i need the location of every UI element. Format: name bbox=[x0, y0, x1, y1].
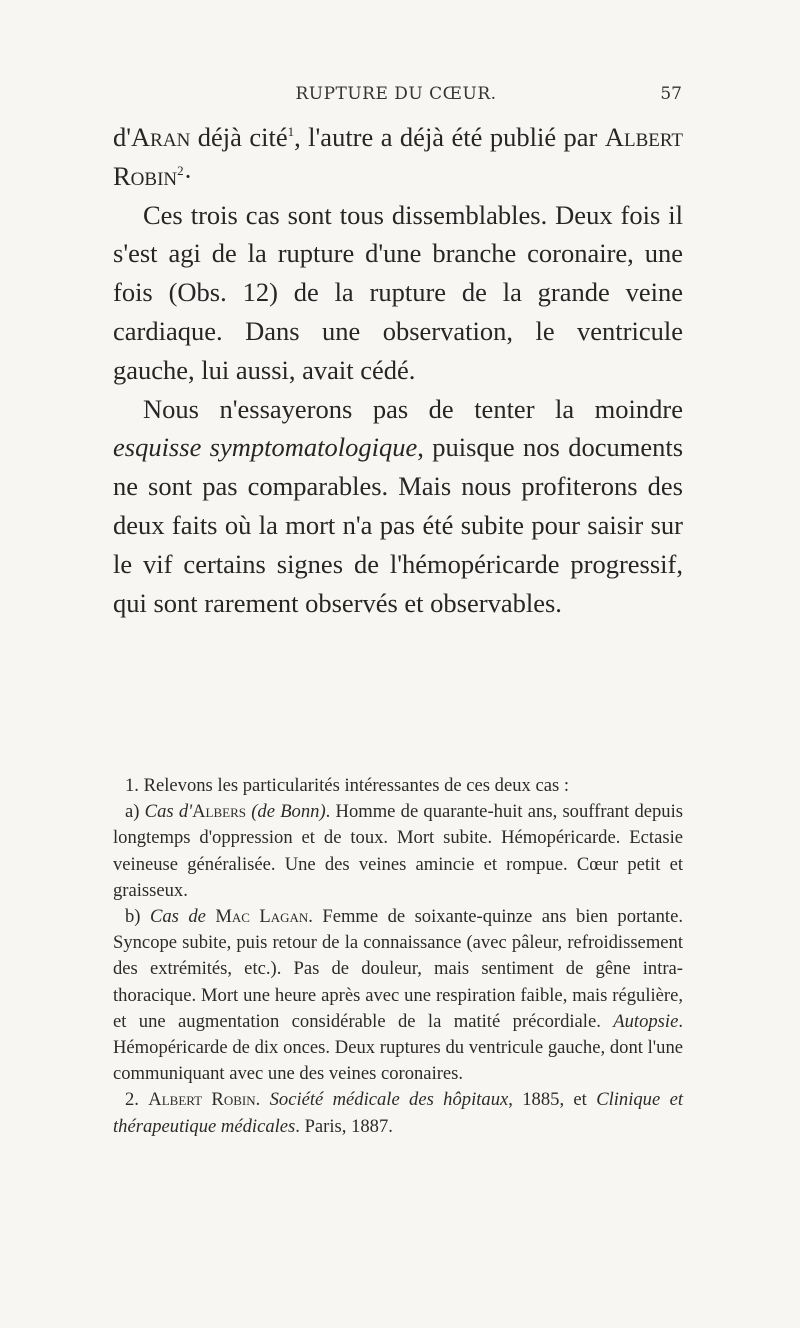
place-label: (de Bonn) bbox=[251, 801, 326, 823]
text-run: , puisque nos documents ne sont pas comparables. Mais nous profiterons des deux faits où la mort n'a pas été subite pour saisir sur le vif certains signes de l'hémopéricarde progressif, qui sont rarement observés et observables. bbox=[113, 432, 684, 618]
author-name: Albert Robin bbox=[113, 122, 683, 191]
author-name: Aran bbox=[131, 122, 191, 152]
footnote-ref-1: 1 bbox=[287, 124, 295, 140]
text-run: b) bbox=[125, 906, 150, 928]
running-title: RUPTURE DU CŒUR. bbox=[295, 84, 497, 104]
footnote-1a bbox=[113, 799, 683, 904]
paragraph-3 bbox=[113, 390, 683, 623]
text-run: Nous n'essayerons pas de tenter la moindre bbox=[143, 393, 683, 424]
italic-term: Autopsie bbox=[613, 1010, 679, 1032]
main-text bbox=[113, 118, 683, 622]
page-number: 57 bbox=[660, 84, 682, 104]
text-run: . bbox=[255, 1089, 270, 1111]
footnote-ref-2: 2 bbox=[177, 162, 184, 178]
text-run: déjà cité bbox=[190, 122, 288, 152]
running-head bbox=[110, 84, 682, 108]
italic-term: esquisse symptomatologique bbox=[113, 432, 418, 463]
footnotes bbox=[113, 773, 683, 1140]
paragraph-1 bbox=[113, 118, 683, 196]
paragraph-2: Ces trois cas sont tous dissemblables. Deux fois il s'est agi de la rupture d'une branche coronaire, une fois (Obs. 12) de la rupture de la grande veine cardiaque. Dans une observation, le ventricule gauche, lui aussi, avait cédé. bbox=[113, 199, 683, 385]
text-run: . Paris, 1887. bbox=[295, 1115, 393, 1137]
author-name: Albert Robin bbox=[148, 1089, 256, 1111]
footnote-1-intro: 1. Relevons les particularités intéressantes de ces deux cas : bbox=[125, 775, 570, 796]
case-label: Cas d' bbox=[144, 801, 193, 823]
text-run: . Femme de soixante-quinze ans bien portante. Syncope subite, puis retour de la connaissance (avec pâleur, refroidissement des extrémités, etc.). Pas de douleur, mais sentiment de gêne intra-thoracique. Mort une heure après avec une respiration faible, mais régulière, et une augmentation considérable de la matité précordiale. bbox=[113, 906, 683, 1032]
text-run: , l'autre a déjà été publié par bbox=[294, 122, 605, 152]
author-name: Albers bbox=[192, 801, 246, 823]
publication-title: Clinique et thérapeutique médicales bbox=[113, 1089, 683, 1137]
text-run: , 1885, et bbox=[508, 1089, 597, 1111]
author-name: Mac Lagan bbox=[215, 906, 309, 928]
text-run: d' bbox=[113, 122, 132, 152]
text-run: · bbox=[183, 160, 193, 191]
footnote-1b bbox=[113, 904, 683, 1087]
text-run: a) bbox=[125, 801, 145, 823]
text-run: 2. bbox=[125, 1089, 149, 1111]
case-label: Cas de bbox=[149, 906, 216, 928]
footnote-2 bbox=[113, 1087, 683, 1139]
text-run: . Hémopéricarde de dix onces. Deux ruptures du ventricule gauche, dont l'une communiquant avec une des veines coronaires. bbox=[113, 1010, 683, 1085]
text-run: . Homme de quarante-huit ans, souffrant depuis longtemps d'oppression et de toux. Mort subite. Hémopéricarde. Ectasie veineuse généralisée. Une des veines amincie et rompue. Cœur petit et graisseux. bbox=[113, 801, 683, 901]
publication-title: Société médicale des hôpitaux bbox=[269, 1089, 509, 1111]
